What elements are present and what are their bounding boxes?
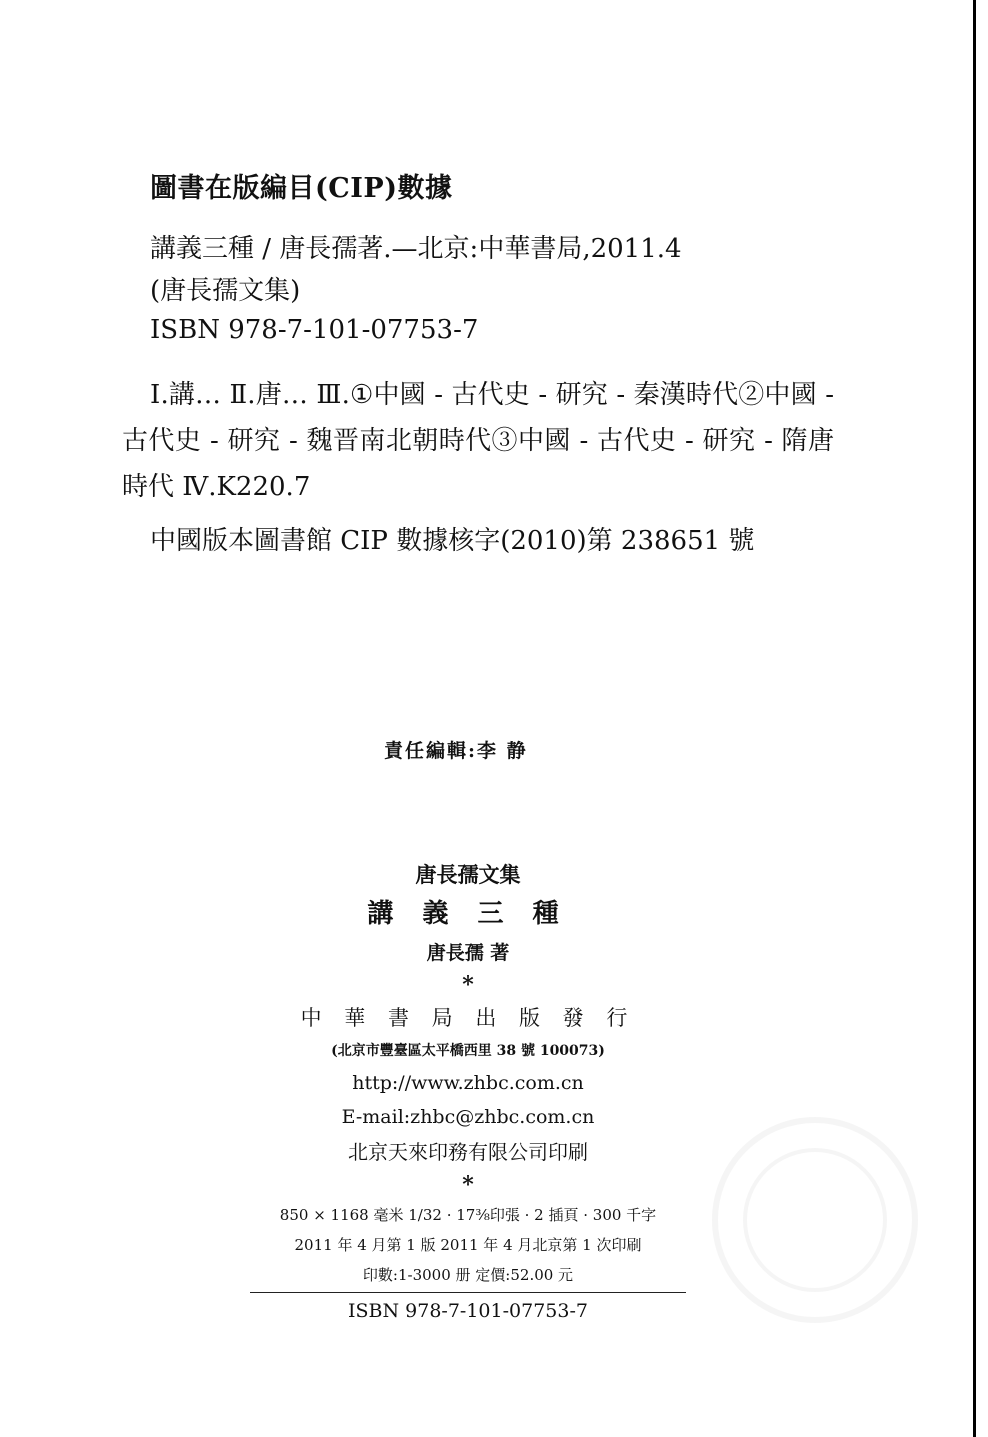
series-name: 唐長孺文集 xyxy=(415,862,521,887)
colophon-isbn: ISBN 978-7-101-07753-7 xyxy=(348,1300,588,1322)
publisher-line: 中 華 書 局 出 版 發 行 xyxy=(300,1006,636,1030)
page-edge-border xyxy=(973,0,976,1437)
separator-asterisk: * xyxy=(462,972,474,998)
cip-approval-number: 中國版本圖書館 CIP 數據核字(2010)第 238651 號 xyxy=(150,526,755,556)
faint-watermark-seal xyxy=(700,1090,930,1350)
printer-line: 北京天來印務有限公司印刷 xyxy=(348,1140,588,1164)
format-specification: 850 × 1168 毫米 1/32 · 17⅜印張 · 2 插頁 · 300 千字 xyxy=(279,1206,657,1224)
separator-asterisk-2: * xyxy=(462,1172,474,1198)
author-line: 唐長孺 著 xyxy=(426,942,510,964)
cip-heading: 圖書在版編目(CIP)數據 xyxy=(150,173,453,204)
cip-title-line: 講義三種 / 唐長孺著.—北京:中華書局,2011.4 xyxy=(150,234,682,264)
publisher-email: E-mail:zhbc@zhbc.com.cn xyxy=(341,1106,595,1128)
print-run-price-line: 印數:1-3000 册 定價:52.00 元 xyxy=(362,1266,574,1284)
colophon-block xyxy=(250,858,686,1329)
cip-isbn-line: ISBN 978-7-101-07753-7 xyxy=(150,315,479,345)
edition-printing-line: 2011 年 4 月第 1 版 2011 年 4 月北京第 1 次印刷 xyxy=(294,1236,642,1254)
responsible-editor: 責任編輯:李 静 xyxy=(384,740,528,762)
publisher-website: http://www.zhbc.com.cn xyxy=(352,1072,584,1094)
cip-classification: Ⅰ.講… Ⅱ.唐… Ⅲ.①中國 - 古代史 - 研究 - 秦漢時代②中國 - 古代史 - 研究 - 魏晋南北朝時代③中國 - 古代史 - 研究 - 隋唐時代 Ⅳ.K220.7 xyxy=(122,380,834,502)
publisher-address: (北京市豐臺區太平橋西里 38 號 100073) xyxy=(331,1043,605,1059)
cip-series-line: (唐長孺文集) xyxy=(150,276,301,306)
book-title: 講 義 三 種 xyxy=(367,899,569,929)
